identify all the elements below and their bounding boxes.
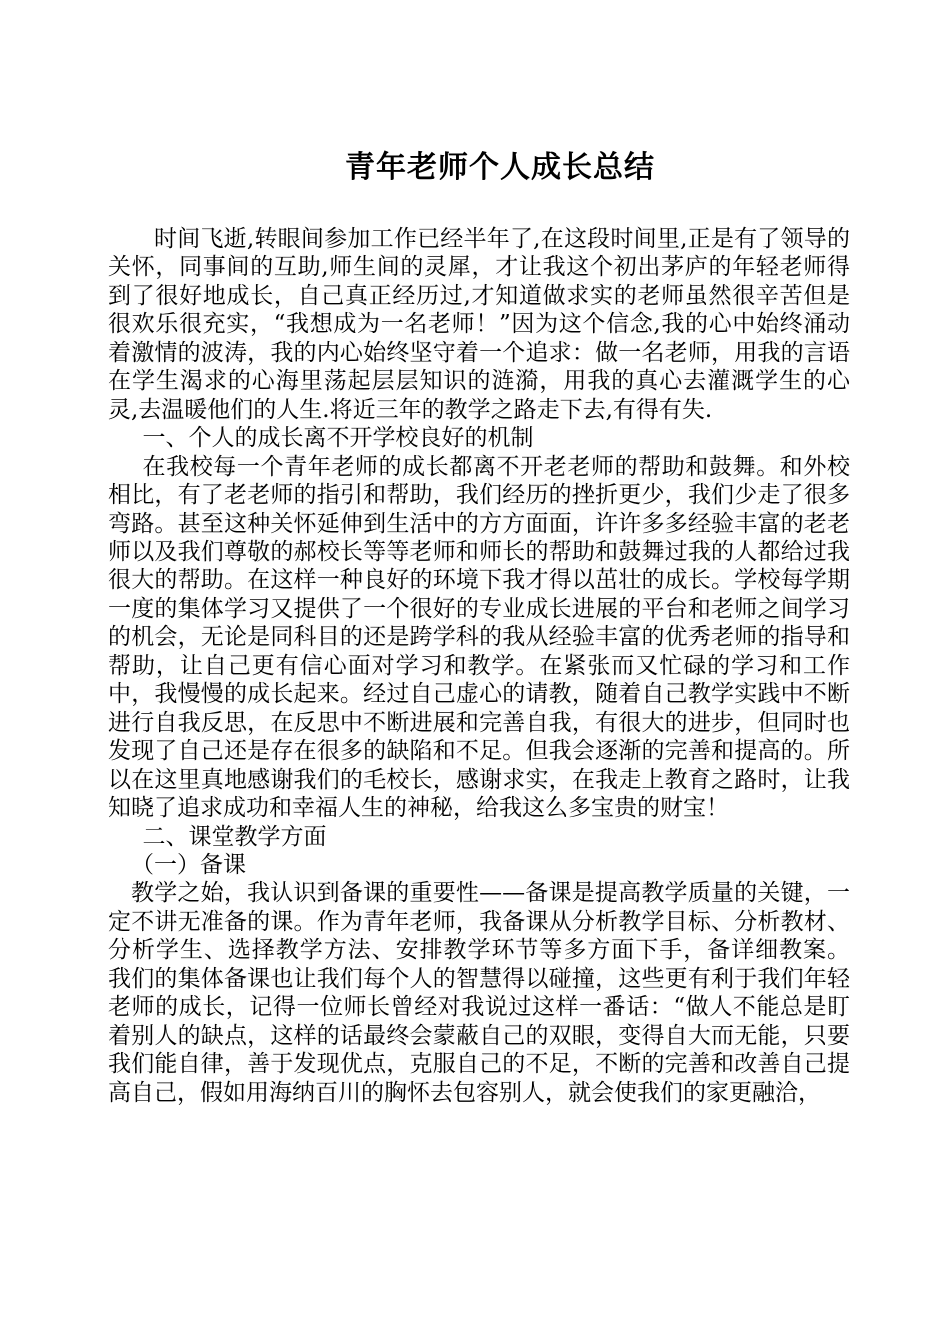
document-body — [108, 225, 850, 1107]
paragraph-lesson-prep: 教学之始，我认识到备课的重要性——备课是提高教学质量的关键，一定不讲无准备的课。作为青年老师，我备课从分析教学目标、分析教材、分析学生、选择教学方法、安排教学环节等多方面下手，备详细教案。 我们的集体备课也让我们每个人的智慧得以碰撞，这些更有利于我们年轻老师的成长，记得一位师长曾经对我说过这样一番话：“做人不能总是盯着别人的缺点，这样的话最终会蒙蔽自己的双眼，变得自大而无能，只要我们能自律，善于发现优点，克服自己的不足，不断的完善和改善自己提高自己，假如用海纳百川的胸怀去包容别人，就会使我们的家更融洽， — [108, 880, 850, 1106]
paragraph-intro: 时间飞逝,转眼间参加工作已经半年了,在这段时间里,正是有了领导的关怀，同事间的互助,师生间的灵犀，才让我这个初出茅庐的年轻老师得到了很好地成长，自己真正经历过,才知道做求实的老师虽然很辛苦但是很欢乐很充实，“我想成为一名老师！”因为这个信念,我的心中始终涌动着激情的波涛，我的内心始终坚守着一个追求：做一名老师，用我的言语在学生渴求的心海里荡起层层知识的涟漪，用我的真心去灌溉学生的心灵,去温暖他们的人生.将近三年的教学之路走下去,有得有失. — [108, 226, 850, 423]
subsection-heading-lesson-prep: （一）备课 — [131, 851, 246, 878]
document-title: 青年老师个人成长总结 — [345, 150, 655, 185]
paragraph-school-mechanism: 在我校每一个青年老师的成长都离不开老老师的帮助和鼓舞。和外校相比，有了老老师的指引和帮助，我们经历的挫折更少，我们少走了很多弯路。甚至这种关怀延伸到生活中的方方面面，许许多多经验丰富的老老师以及我们尊敬的郝校长等等老师和师长的帮助和鼓舞过我的人都给过我很大的帮助。在这样一种良好的环境下我才得以茁壮的成长。学校每学期一度的集体学习又提供了一个很好的专业成长进展的平台和老师之间学习的机会，无论是同科目的还是跨学科的我从经验丰富的优秀老师的指导和帮助，让自己更有信心面对学习和教学。在紧张而又忙碌的学习和工作中，我慢慢的成长起来。经过自己虚心的请教，随着自己教学实践中不断进行自我反思，在反思中不断进展和完善自我，有很大的进步，但同时也发现了自己还是存在很多的缺陷和不足。但我会逐渐的完善和提高的。所以在这里真地感谢我们的毛校长，感谢求实，在我走上教育之路时，让我知晓了追求成功和幸福人生的神秘，给我这么多宝贵的财宝！ — [108, 453, 850, 822]
section-heading-2: 二、课堂教学方面 — [142, 823, 327, 850]
section-heading-1: 一、个人的成长离不开学校良好的机制 — [142, 425, 534, 452]
